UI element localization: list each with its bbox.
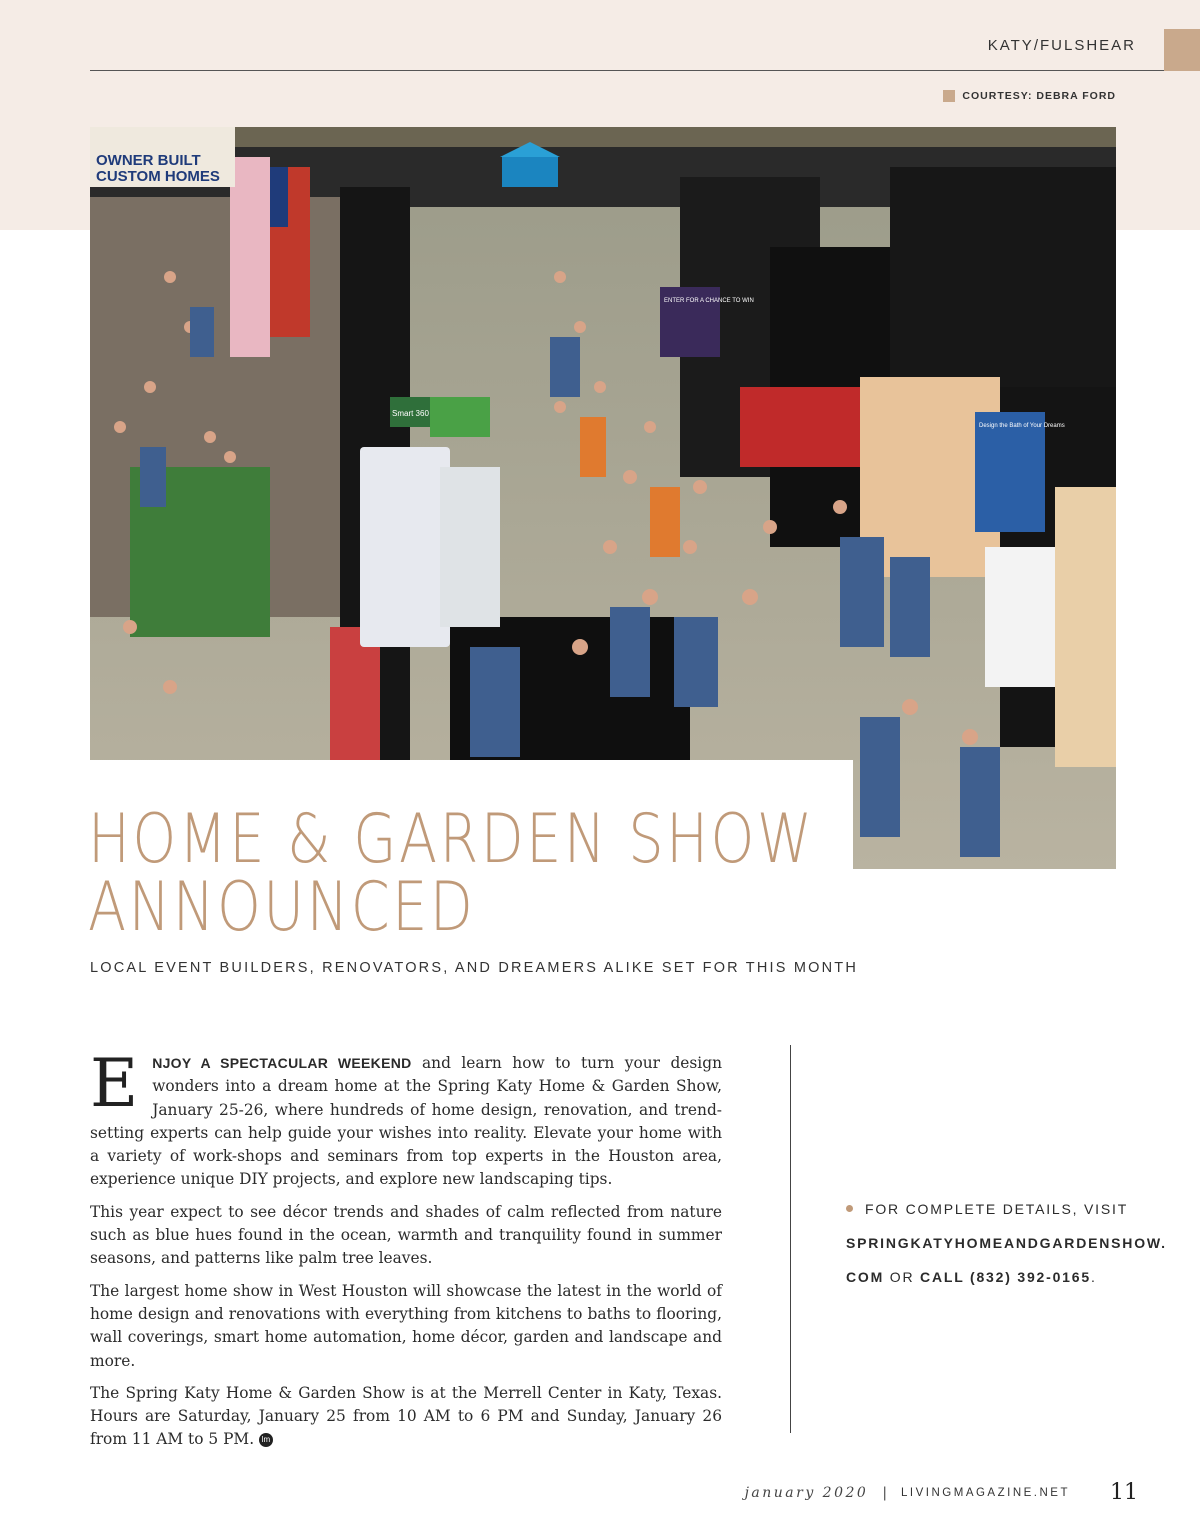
page-footer [745, 1480, 1138, 1505]
headline-line-2: ANNOUNCED [88, 868, 476, 947]
paragraph-4-text: The Spring Katy Home & Garden Show is at the Merrell Center in Katy, Texas. Hours are Saturday, January 25 from 10 AM to 6 PM and Sunday, January 26 from 11 AM to 5 PM. [90, 1383, 722, 1449]
paragraph-2: This year expect to see décor trends and shades of calm reflected from nature such as blue hues found in the ocean, warmth and tranquility found in summer seasons, and patterns like palm tree leaves. [90, 1202, 722, 1268]
issue-date: january 2020 [744, 1484, 869, 1501]
section-tab [1164, 29, 1200, 71]
sign-text: OWNER BUILT [96, 152, 201, 169]
headline [88, 800, 815, 947]
footer-separator: | [882, 1484, 888, 1501]
page-number: 11 [1110, 1480, 1138, 1505]
paragraph-1-text: and learn how to turn your design wonders into a dream home at the Spring Katy Home & Garden Show, January 25-26, where hundreds of home design, renovation, and trend-setting experts can help guide your wishes into reality. Elevate your home with a variety of work-shops and seminars from top experts in the Houston area, experience unique DIY projects, and explore new landscaping tips. [90, 1054, 722, 1189]
phone-link[interactable]: CALL (832) 392-0165 [920, 1269, 1091, 1285]
end-mark-icon: lm [259, 1433, 273, 1447]
drop-cap: E [90, 1045, 139, 1122]
sidebar-details [846, 1192, 1167, 1294]
credit-marker [943, 90, 955, 102]
paragraph-1 [90, 1045, 722, 1192]
header-rule [90, 70, 1164, 71]
footer-website[interactable]: LIVINGMAGAZINE.NET [901, 1486, 1070, 1499]
sign-text: ENTER FOR A CHANCE TO WIN [664, 298, 754, 304]
sign-text: CUSTOM HOMES [96, 168, 220, 185]
sidebar-contact: COM OR CALL (832) 392-0165. [846, 1269, 1097, 1285]
article-body [90, 1045, 722, 1461]
website-tail[interactable]: COM [846, 1269, 885, 1285]
sign-text: Design the Bath of Your Dreams [979, 423, 1065, 429]
credit-text: COURTESY: DEBRA FORD [962, 90, 1116, 102]
photo-credit [943, 90, 1116, 102]
bullet-icon [846, 1205, 853, 1212]
sign-text: Smart 360 [392, 409, 429, 418]
sidebar-intro: FOR COMPLETE DETAILS, VISIT [846, 1192, 1136, 1226]
section-label: KATY/FULSHEAR [987, 37, 1136, 54]
headline-line-1: HOME & GARDEN SHOW [88, 800, 815, 879]
sidebar-website[interactable]: SPRINGKATYHOMEANDGARDENSHOW. [846, 1235, 1167, 1251]
subheadline: LOCAL EVENT BUILDERS, RENOVATORS, AND DREAMERS ALIKE SET FOR THIS MONTH [90, 960, 859, 976]
paragraph-3: The largest home show in West Houston will showcase the latest in the world of home design and renovations with everything from kitchens to baths to flooring, wall coverings, smart home automation, home décor, garden and landscape and more. [90, 1281, 722, 1370]
lead-in: NJOY A SPECTACULAR WEEKEND [152, 1055, 412, 1071]
paragraph-4 [90, 1382, 722, 1452]
event-photo [90, 127, 1116, 869]
column-divider [790, 1045, 791, 1433]
